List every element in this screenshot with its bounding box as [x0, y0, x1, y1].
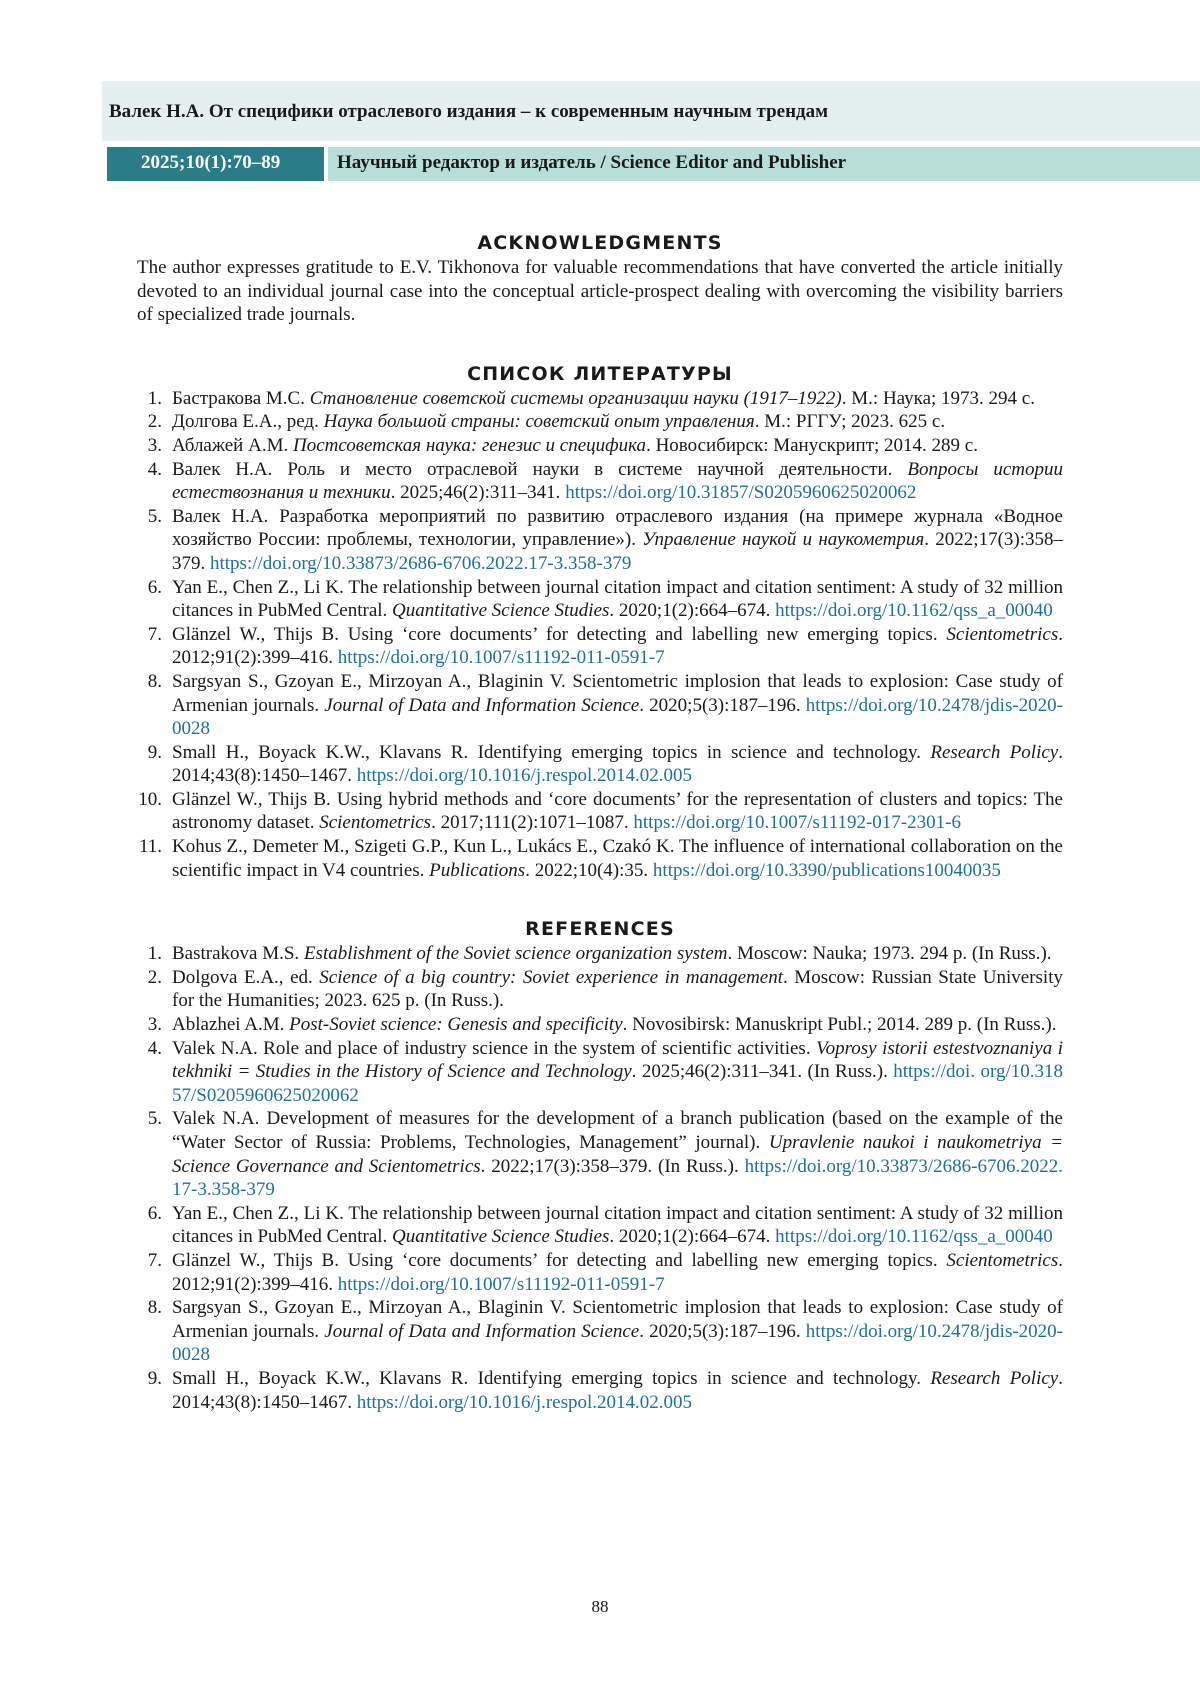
reference-text: Valek N.A. Role and place of industry science in the system of scientific activities. [172, 1038, 816, 1059]
reference-details: . 2020;5(3):187–196. [639, 1321, 806, 1342]
reference-source: Вопросы истории естествознания и техники [172, 459, 1063, 504]
reference-text: Glänzel W., Thijs B. Using ‘core documents’ for detecting and labelling new emerging topics. [172, 624, 946, 645]
reference-number: 5. [137, 1107, 162, 1131]
reference-details: . 2012;91(2):399–416. [172, 624, 1063, 669]
reference-text: Долгова Е.А., ред. [172, 411, 324, 432]
reference-source: Quantitative Science Studies [392, 1226, 609, 1247]
reference-text: Ablazhei A.M. [172, 1014, 289, 1035]
reference-item [137, 1013, 1063, 1037]
reference-number: 3. [137, 434, 162, 458]
reference-item [137, 1367, 1063, 1414]
reference-item [137, 1107, 1063, 1201]
reference-source: Voprosy istorii estestvoznaniya i tekhniki = Studies in the History of Science and Technology [172, 1038, 1063, 1083]
reference-doi-link[interactable]: https://doi.org/10.1007/s11192-017-2301-6 [633, 812, 961, 833]
reference-details: . 2025;46(2):311–341. (In Russ.). [632, 1061, 894, 1082]
reference-details: . 2014;43(8):1450–1467. [172, 742, 1063, 787]
reference-item [137, 670, 1063, 741]
reference-item [137, 410, 1063, 434]
reference-item [137, 458, 1063, 505]
reference-source: Establishment of the Soviet science organization system [304, 943, 728, 964]
reference-source: Journal of Data and Information Science [324, 695, 639, 716]
reference-details: . 2022;17(3):358–379. [172, 529, 1063, 574]
reference-source: Scientometrics [946, 624, 1058, 645]
reference-details: . 2017;111(2):1071–1087. [431, 812, 633, 833]
reference-item [137, 387, 1063, 411]
journal-name: Научный редактор и издатель / Science Editor and Publisher [328, 147, 1200, 181]
page-number: 88 [0, 1597, 1200, 1617]
reference-item [137, 1296, 1063, 1367]
reference-details: . Novosibirsk: Manuskript Publ.; 2014. 289 p. (In Russ.). [623, 1014, 1057, 1035]
reference-item [137, 966, 1063, 1013]
reference-number: 10. [137, 788, 162, 812]
reference-text: Sargsyan S., Gzoyan E., Mirzoyan A., Blaginin V. Scientometric implosion that leads to explosion: Case study of Armenian journals. [172, 1297, 1063, 1342]
reference-doi-link[interactable]: https://doi.org/10.1007/s11192-011-0591-7 [338, 1274, 665, 1295]
reference-number: 3. [137, 1013, 162, 1037]
reference-text: Small H., Boyack K.W., Klavans R. Identifying emerging topics in science and technology. [172, 1368, 930, 1389]
reference-details: . М.: РГГУ; 2023. 625 с. [755, 411, 945, 432]
reference-details: . 2020;1(2):664–674. [609, 1226, 775, 1247]
reference-doi-link[interactable]: https://doi.org/10.2478/jdis-2020-0028 [172, 695, 1063, 740]
reference-source: Постсоветская наука: генезис и специфика [293, 435, 646, 456]
reference-doi-link[interactable]: https://doi.org/10.1016/j.respol.2014.02.005 [357, 1392, 692, 1413]
reference-source: Scientometrics [946, 1250, 1058, 1271]
reference-details: . 2020;1(2):664–674. [609, 600, 775, 621]
reference-text: Валек Н.А. Роль и место отраслевой науки в системе научной деятельности. [172, 459, 907, 480]
reference-number: 5. [137, 505, 162, 529]
reference-source: Наука большой страны: советский опыт управления [324, 411, 755, 432]
reference-doi-link[interactable]: https://doi.org/10.1016/j.respol.2014.02.005 [357, 765, 692, 786]
reference-item [137, 1249, 1063, 1296]
acknowledgments-heading: ACKNOWLEDGMENTS [137, 230, 1063, 256]
reference-item [137, 623, 1063, 670]
reference-number: 11. [137, 835, 162, 859]
reference-number: 9. [137, 741, 162, 765]
reference-text: Valek N.A. Development of measures for the development of a branch publication (based on the example of the “Water Sector of Russia: Problems, Technologies, Management” journal). [172, 1108, 1063, 1153]
reference-source: Становление советской системы организации науки (1917–1922) [310, 388, 842, 409]
reference-number: 4. [137, 1037, 162, 1061]
reference-text: Yan E., Chen Z., Li K. The relationship between journal citation impact and citation sentiment: A study of 32 million citances in PubMed Central. [172, 577, 1063, 622]
reference-text: Yan E., Chen Z., Li K. The relationship between journal citation impact and citation sentiment: A study of 32 million citances in PubMed Central. [172, 1203, 1063, 1248]
reference-details: . Moscow: Russian State University for the Humanities; 2023. 625 p. (In Russ.). [172, 967, 1063, 1012]
reference-text: Glänzel W., Thijs B. Using hybrid methods and ‘core documents’ for the representation of clusters and topics: The astronomy dataset. [172, 789, 1063, 834]
reference-item [137, 434, 1063, 458]
reference-text: Dolgova E.A., ed. [172, 967, 319, 988]
reference-doi-link[interactable]: https://doi.org/10.31857/S0205960625020062 [565, 482, 916, 503]
references-en-heading: REFERENCES [137, 916, 1063, 942]
reference-number: 1. [137, 942, 162, 966]
reference-doi-link[interactable]: https://doi.org/10.33873/2686-6706.2022.17-3.358-379 [172, 1156, 1063, 1201]
reference-source: Research Policy [930, 1368, 1058, 1389]
reference-item [137, 576, 1063, 623]
reference-doi-link[interactable]: https://doi.org/10.1162/qss_a_00040 [775, 1226, 1053, 1247]
reference-item [137, 1202, 1063, 1249]
page-content [137, 230, 1063, 1414]
reference-details: . 2025;46(2):311–341. [391, 482, 566, 503]
reference-text: Аблажей А.М. [172, 435, 293, 456]
reference-details: . 2022;10(4):35. [525, 860, 653, 881]
reference-source: Post-Soviet science: Genesis and specificity [289, 1014, 622, 1035]
reference-source: Publications [429, 860, 525, 881]
reference-source: Journal of Data and Information Science [324, 1321, 639, 1342]
reference-source: Research Policy [930, 742, 1058, 763]
references-ru-heading: СПИСОК ЛИТЕРАТУРЫ [137, 361, 1063, 387]
reference-text: Glänzel W., Thijs B. Using ‘core documents’ for detecting and labelling new emerging topics. [172, 1250, 946, 1271]
reference-details: . 2022;17(3):358–379. (In Russ.). [481, 1156, 745, 1177]
reference-text: Sargsyan S., Gzoyan E., Mirzoyan A., Blaginin V. Scientometric implosion that leads to explosion: Case study of Armenian journals. [172, 671, 1063, 716]
reference-item [137, 1037, 1063, 1108]
reference-number: 2. [137, 966, 162, 990]
reference-details: . М.: Наука; 1973. 294 с. [842, 388, 1035, 409]
reference-doi-link[interactable]: https://doi.org/10.33873/2686-6706.2022.17-3.358-379 [210, 553, 631, 574]
reference-source: Quantitative Science Studies [392, 600, 609, 621]
reference-number: 1. [137, 387, 162, 411]
reference-number: 8. [137, 1296, 162, 1320]
reference-details: . 2020;5(3):187–196. [639, 695, 806, 716]
reference-number: 2. [137, 410, 162, 434]
reference-item [137, 942, 1063, 966]
reference-text: Валек Н.А. Разработка мероприятий по развитию отраслевого издания (на примере журнала «Водное хозяйство России: проблемы, технологии, управление»). [172, 506, 1063, 551]
reference-item [137, 835, 1063, 882]
reference-number: 6. [137, 576, 162, 600]
reference-doi-link[interactable]: https://doi.org/10.3390/publications10040035 [653, 860, 1001, 881]
reference-number: 7. [137, 1249, 162, 1273]
reference-number: 6. [137, 1202, 162, 1226]
reference-number: 8. [137, 670, 162, 694]
reference-text: Бастракова М.С. [172, 388, 310, 409]
references-en-list [137, 942, 1063, 1414]
reference-source: Science of a big country: Soviet experience in management [319, 967, 783, 988]
reference-number: 7. [137, 623, 162, 647]
reference-doi-link[interactable]: https://doi.org/10.1007/s11192-011-0591-7 [338, 647, 665, 668]
reference-item [137, 505, 1063, 576]
references-ru-list [137, 387, 1063, 882]
reference-text: Bastrakova M.S. [172, 943, 304, 964]
reference-number: 4. [137, 458, 162, 482]
reference-source: Управление наукой и наукометрия [642, 529, 924, 550]
reference-details: . 2014;43(8):1450–1467. [172, 1368, 1063, 1413]
reference-details: . 2012;91(2):399–416. [172, 1250, 1063, 1295]
reference-item [137, 741, 1063, 788]
reference-source: Scientometrics [319, 812, 431, 833]
reference-details: . Moscow: Nauka; 1973. 294 p. (In Russ.). [728, 943, 1052, 964]
journal-bar [107, 147, 1200, 181]
issue-label: 2025;10(1):70–89 [107, 147, 328, 181]
running-title: Валек Н.А. От специфики отраслевого издания – к современным научным трендам [102, 81, 1200, 141]
reference-details: . Новосибирск: Манускрипт; 2014. 289 с. [646, 435, 978, 456]
reference-source: Upravlenie naukoi i naukometriya = Science Governance and Scientometrics [172, 1132, 1063, 1177]
reference-text: Small H., Boyack K.W., Klavans R. Identifying emerging topics in science and technology. [172, 742, 930, 763]
reference-doi-link[interactable]: https://doi. org/10.31857/S0205960625020062 [172, 1061, 1063, 1106]
reference-number: 9. [137, 1367, 162, 1391]
acknowledgments-text: The author expresses gratitude to E.V. Tikhonova for valuable recommendations that have converted the article initially devoted to an individual journal case into the conceptual article-prospect dealing with overcoming the visibility barriers of specialized trade journals. [137, 256, 1063, 327]
reference-doi-link[interactable]: https://doi.org/10.1162/qss_a_00040 [775, 600, 1053, 621]
reference-text: Kohus Z., Demeter M., Szigeti G.P., Kun L., Lukács E., Czakó K. The influence of international collaboration on the scientific impact in V4 countries. [172, 836, 1063, 881]
reference-doi-link[interactable]: https://doi.org/10.2478/jdis-2020-0028 [172, 1321, 1063, 1366]
reference-item [137, 788, 1063, 835]
